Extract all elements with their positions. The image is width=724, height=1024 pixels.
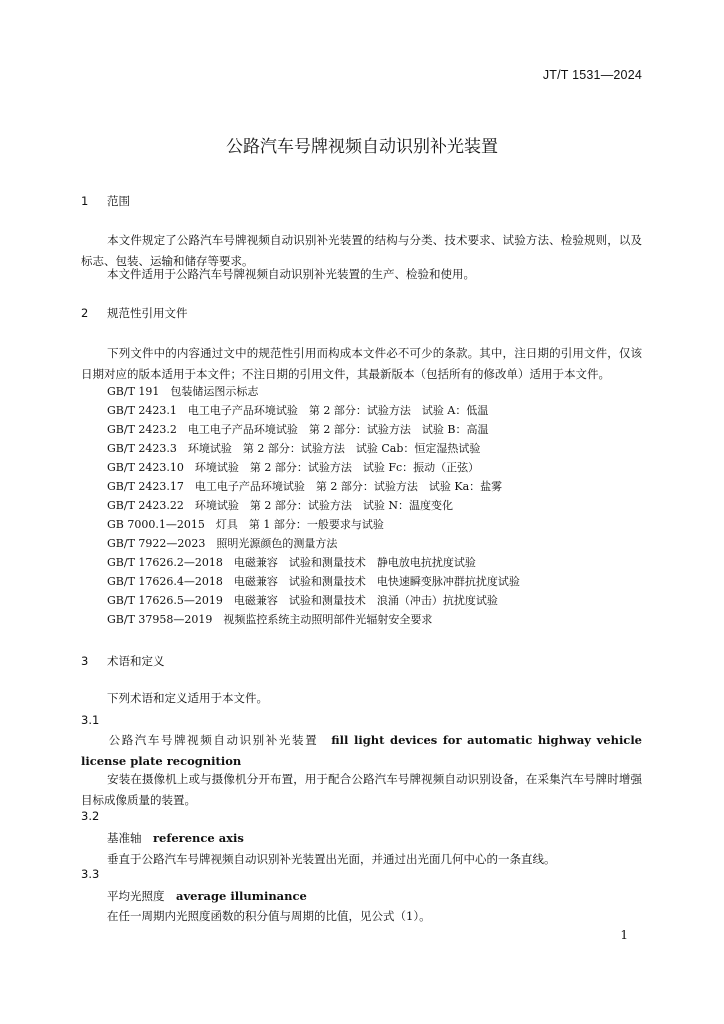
reference-item: GB/T 2423.22 环境试验 第 2 部分：试验方法 试验 N：温度变化 — [107, 499, 454, 512]
term-english: reference axis — [153, 831, 244, 845]
section-title: 术语和定义 — [107, 654, 165, 668]
standard-code: JT/T 1531—2024 — [542, 68, 642, 82]
document-title: 公路汽车号牌视频自动识别补光装置 — [226, 137, 498, 157]
term-english: average illuminance — [176, 889, 307, 903]
definition-text: 安装在摄像机上或与摄像机分开布置，用于配合公路汽车号牌视频自动识别设备，在采集汽车号牌时增强目标成像质量的装置。 — [81, 772, 642, 807]
term-chinese: 基准轴 — [107, 831, 142, 845]
reference-item: GB/T 2423.1 电工电子产品环境试验 第 2 部分：试验方法 试验 A：低温 — [107, 404, 489, 417]
reference-item: GB/T 37958—2019 视频监控系统主动照明部件光辐射安全要求 — [107, 613, 433, 626]
term-3-3-heading — [107, 888, 307, 904]
reference-item: GB/T 2423.17 电工电子产品环境试验 第 2 部分：试验方法 试验 Ka：盐雾 — [107, 480, 503, 493]
term-chinese: 公路汽车号牌视频自动识别补光装置 — [107, 733, 319, 747]
section-1-paragraph-2 — [81, 264, 642, 285]
paragraph-text: 本文件规定了公路汽车号牌视频自动识别补光装置的结构与分类、技术要求、试验方法、检验规则，以及标志、包装、运输和储存等要求。 — [81, 233, 642, 268]
section-1-heading — [81, 193, 130, 209]
reference-item: GB/T 17626.5—2019 电磁兼容 试验和测量技术 浪涌（冲击）抗扰度试验 — [107, 594, 498, 607]
section-number: 1 — [81, 194, 89, 208]
paragraph-text: 下列术语和定义适用于本文件。 — [107, 691, 268, 705]
reference-item: GB/T 2423.10 环境试验 第 2 部分：试验方法 试验 Fc：振动（正弦） — [107, 461, 480, 474]
section-title: 范围 — [107, 194, 130, 208]
reference-item: GB/T 191 包装储运图示标志 — [107, 385, 259, 398]
section-title: 规范性引用文件 — [107, 306, 188, 320]
term-3-1-heading — [81, 730, 642, 772]
term-3-3-definition — [81, 906, 642, 927]
section-2-heading — [81, 305, 188, 321]
term-3-2-definition — [81, 849, 642, 870]
definition-text: 垂直于公路汽车号牌视频自动识别补光装置出光面，并通过出光面几何中心的一条直线。 — [107, 852, 556, 866]
term-number: 3.2 — [81, 809, 100, 823]
reference-item: GB/T 2423.3 环境试验 第 2 部分：试验方法 试验 Cab：恒定湿热试验 — [107, 442, 481, 455]
section-number: 2 — [81, 306, 89, 320]
page-number: 1 — [620, 928, 628, 942]
term-3-1-definition — [81, 769, 642, 811]
reference-item: GB/T 2423.2 电工电子产品环境试验 第 2 部分：试验方法 试验 B：高温 — [107, 423, 489, 436]
reference-item: GB/T 17626.2—2018 电磁兼容 试验和测量技术 静电放电抗扰度试验 — [107, 556, 476, 569]
section-2-intro — [81, 343, 642, 385]
section-3-heading — [81, 653, 165, 669]
paragraph-text: 本文件适用于公路汽车号牌视频自动识别补光装置的生产、检验和使用。 — [107, 267, 475, 281]
term-chinese: 平均光照度 — [107, 889, 165, 903]
term-number: 3.3 — [81, 867, 100, 881]
term-number: 3.1 — [81, 713, 100, 727]
reference-item: GB 7000.1—2015 灯具 第 1 部分：一般要求与试验 — [107, 518, 384, 531]
definition-text: 在任一周期内光照度函数的积分值与周期的比值，见公式（1）。 — [107, 909, 431, 923]
section-3-intro — [81, 688, 642, 709]
reference-item: GB/T 17626.4—2018 电磁兼容 试验和测量技术 电快速瞬变脉冲群抗扰度试验 — [107, 575, 520, 588]
reference-item: GB/T 7922—2023 照明光源颜色的测量方法 — [107, 537, 338, 550]
paragraph-text: 下列文件中的内容通过文中的规范性引用而构成本文件必不可少的条款。其中，注日期的引用文件，仅该日期对应的版本适用于本文件；不注日期的引用文件，其最新版本（包括所有的修改单）适用于本文件。 — [81, 346, 642, 381]
section-number: 3 — [81, 654, 89, 668]
term-english: fill light devices for automatic highway vehicle license plate recognition — [81, 733, 642, 768]
term-3-2-heading — [107, 830, 244, 846]
